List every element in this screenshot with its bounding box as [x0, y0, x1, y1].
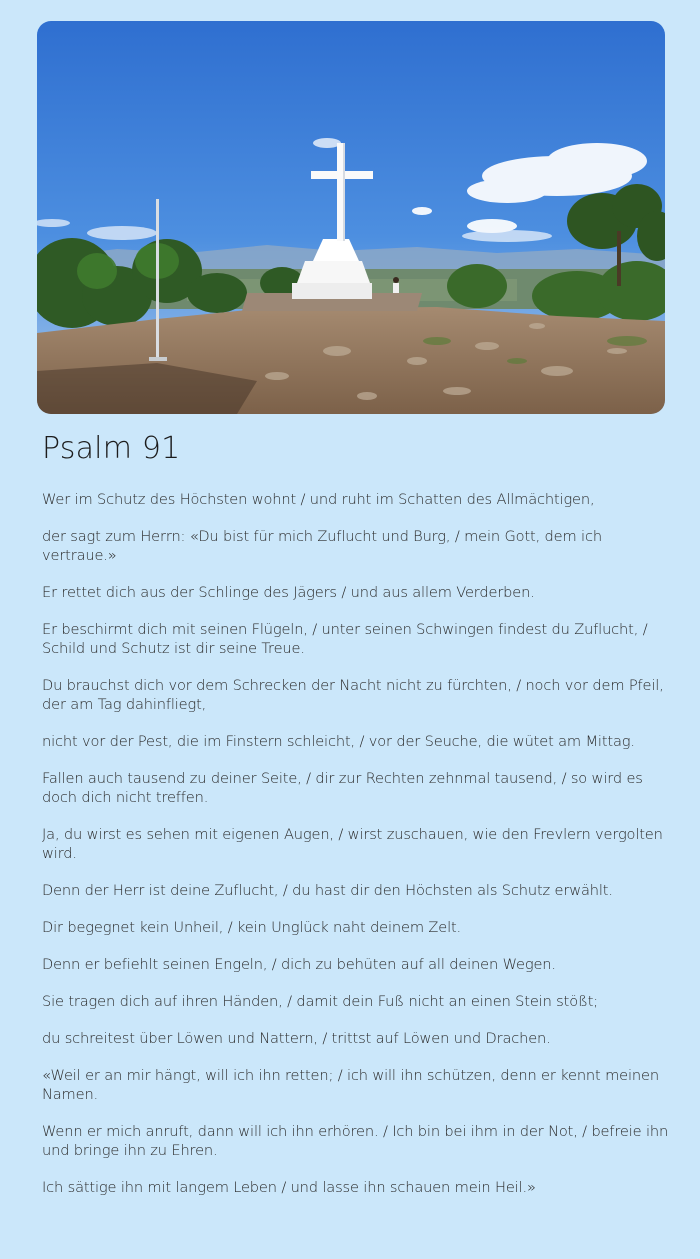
page-title: Psalm 91	[42, 431, 181, 466]
cross-on-mountain-photo	[37, 21, 665, 414]
verse: Er rettet dich aus der Schlinge des Jägers / und aus allem Verderben.	[42, 584, 535, 601]
verse: Sie tragen dich auf ihren Händen, / damit dein Fuß nicht an einen Stein stößt;	[42, 993, 599, 1010]
verse: Er beschirmt dich mit seinen Flügeln, / unter seinen Schwingen findest du Zuflucht, / Schild und Schutz ist dir seine Treue.	[42, 621, 648, 657]
verse: Wenn er mich anruft, dann will ich ihn erhören. / Ich bin bei ihm in der Not, / befreie ihn und bringe ihn zu Ehren.	[42, 1123, 669, 1159]
verse: Ja, du wirst es sehen mit eigenen Augen, / wirst zuschauen, wie den Frevlern vergolten wird.	[42, 826, 663, 862]
verse: Fallen auch tausend zu deiner Seite, / dir zur Rechten zehnmal tausend, / so wird es doch dich nicht treffen.	[42, 770, 643, 806]
verse: Du brauchst dich vor dem Schrecken der Nacht nicht zu fürchten, / noch vor dem Pfeil, der am Tag dahinfliegt,	[42, 677, 664, 713]
verse: der sagt zum Herrn: «Du bist für mich Zuflucht und Burg, / mein Gott, dem ich vertraue.»	[42, 528, 602, 564]
verse: Dir begegnet kein Unheil, / kein Unglück naht deinem Zelt.	[42, 919, 462, 936]
verse: Denn er befiehlt seinen Engeln, / dich zu behüten auf all deinen Wegen.	[42, 956, 556, 973]
verse: Wer im Schutz des Höchsten wohnt / und ruht im Schatten des Allmächtigen,	[42, 491, 595, 508]
verse: du schreitest über Löwen und Nattern, / trittst auf Löwen und Drachen.	[42, 1030, 551, 1047]
hero-image	[37, 21, 665, 414]
verse: Ich sättige ihn mit langem Leben / und lasse ihn schauen mein Heil.»	[42, 1179, 536, 1196]
psalm-text	[42, 490, 672, 1215]
verse: Denn der Herr ist deine Zuflucht, / du hast dir den Höchsten als Schutz erwählt.	[42, 882, 613, 899]
verse: nicht vor der Pest, die im Finstern schleicht, / vor der Seuche, die wütet am Mittag.	[42, 733, 635, 750]
verse: «Weil er an mir hängt, will ich ihn retten; / ich will ihn schützen, denn er kennt meinen Namen.	[42, 1067, 659, 1103]
